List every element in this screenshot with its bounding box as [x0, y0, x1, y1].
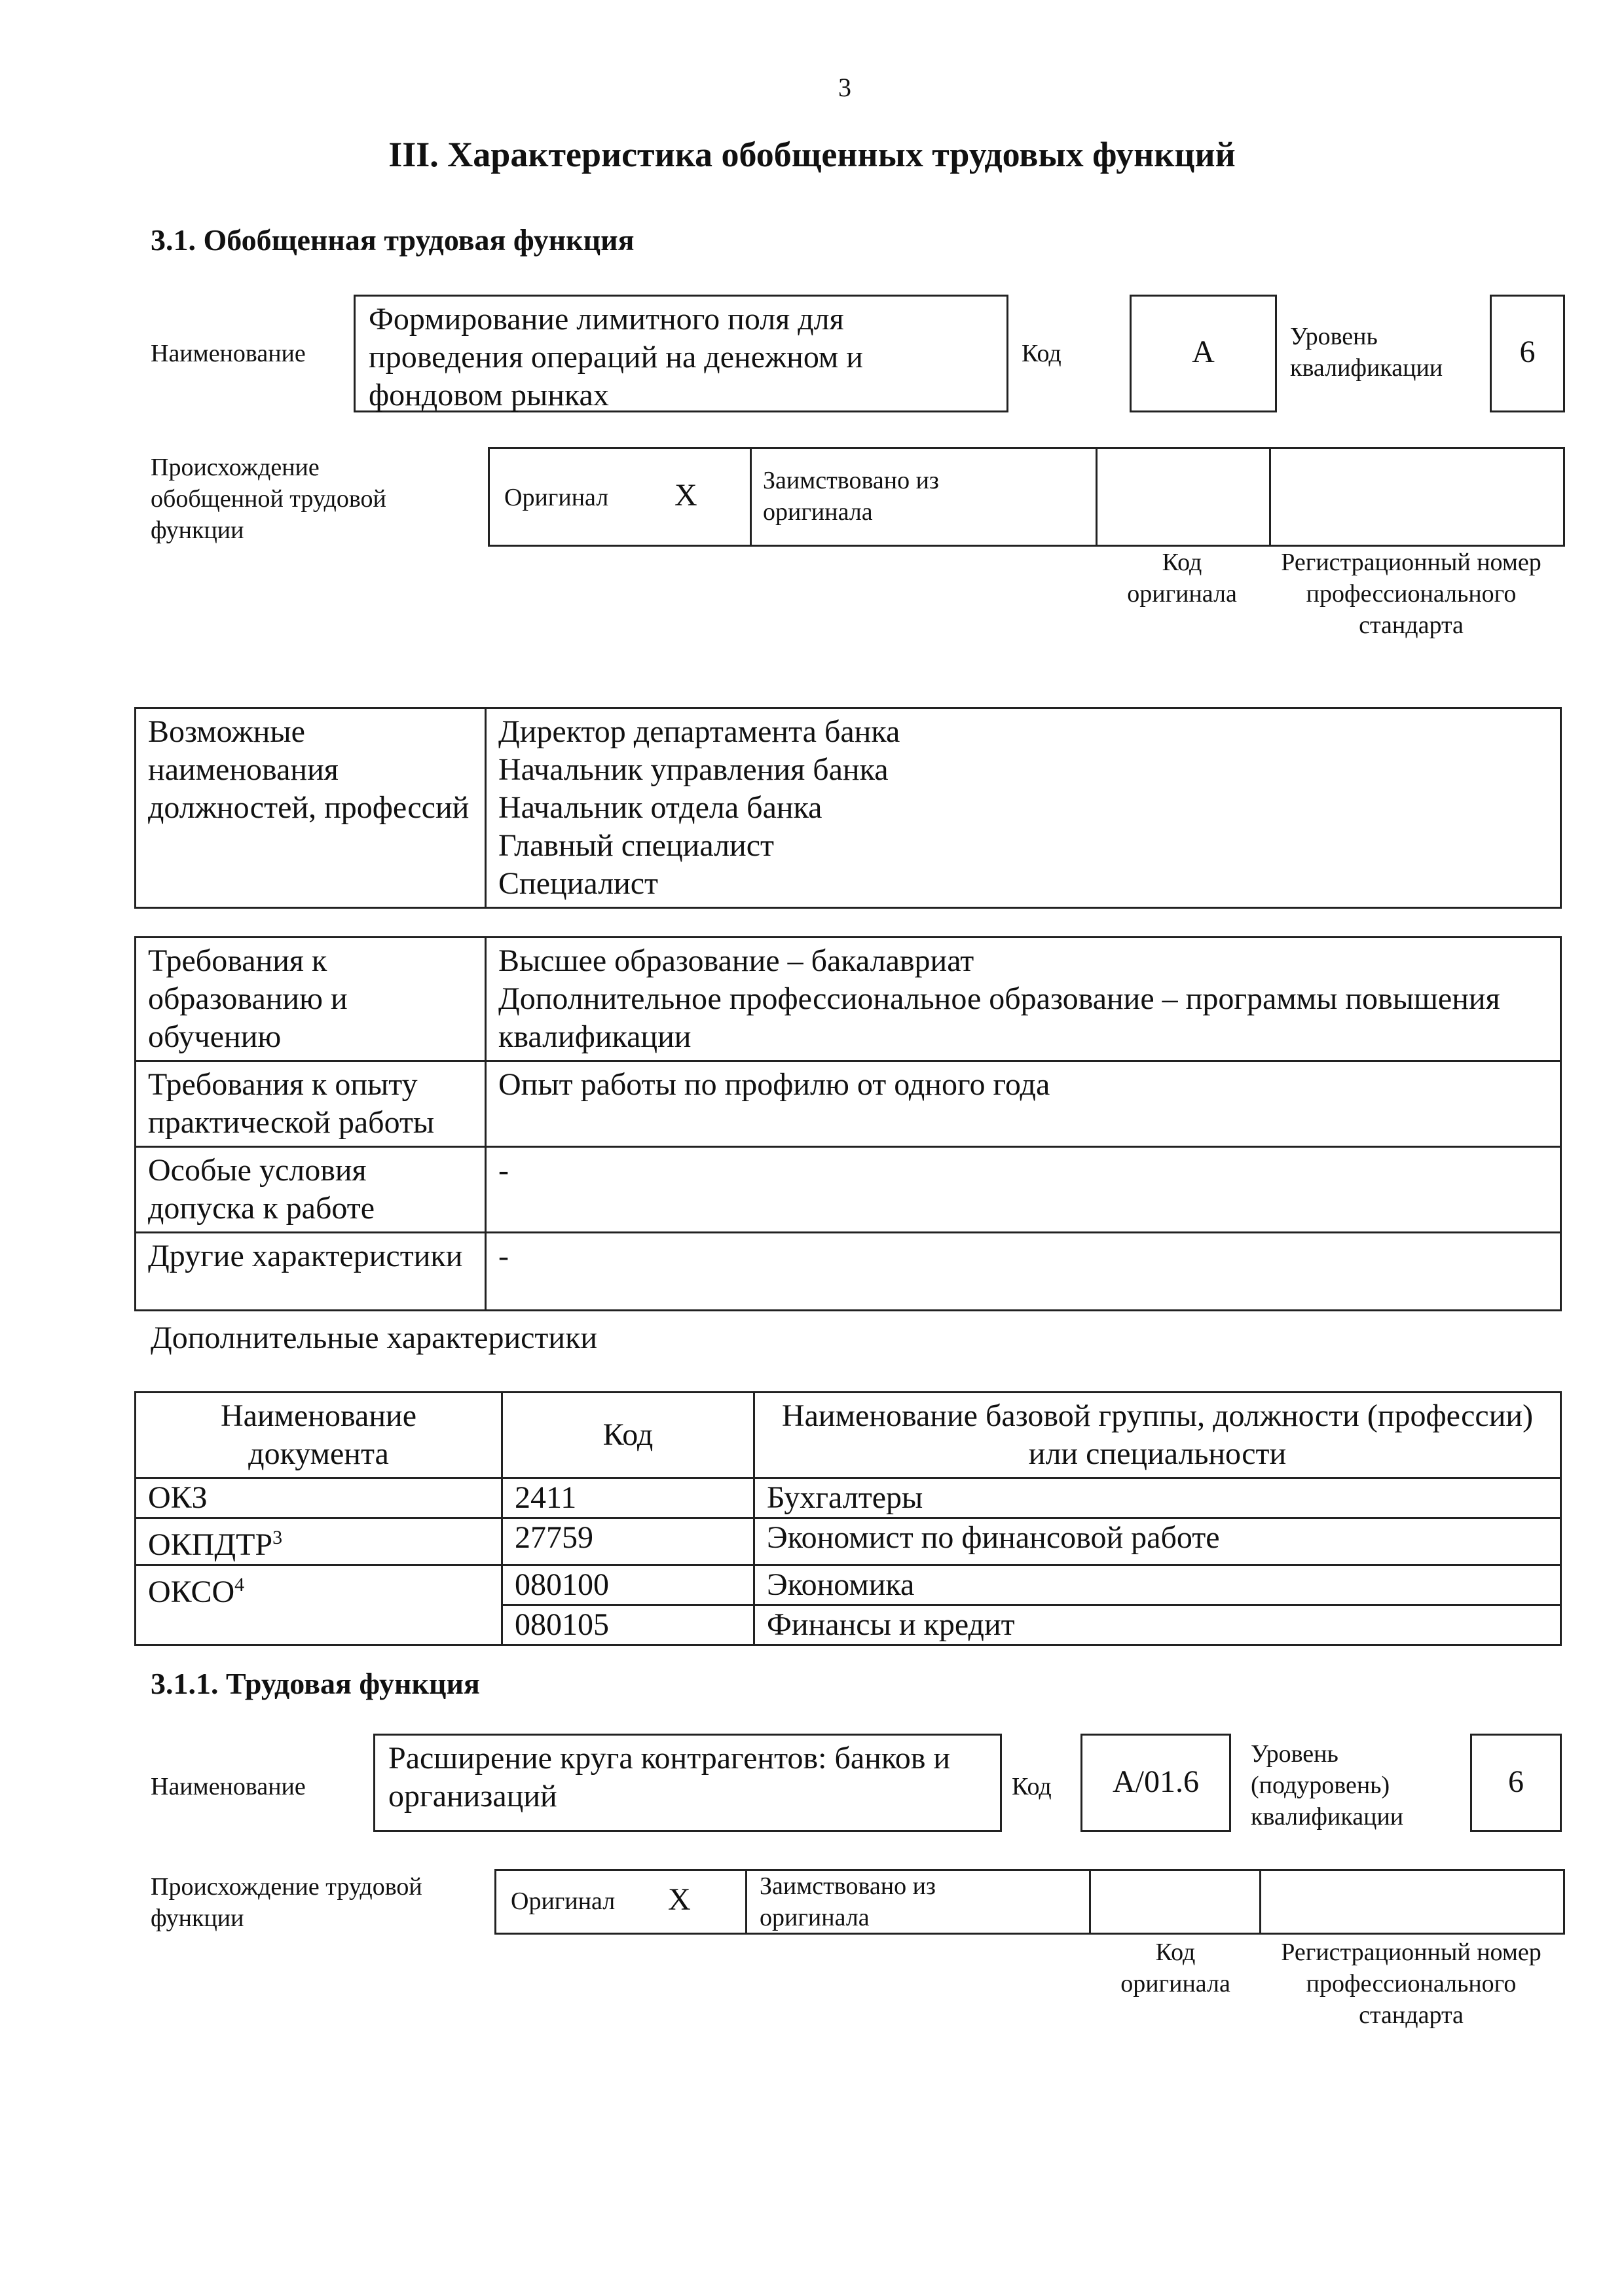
tf-code-label: Код	[1012, 1773, 1052, 1800]
tf-name-value: Расширение круга контрагентов: банков и организаций	[388, 1741, 951, 1813]
tf-original-label: Оригинал	[511, 1887, 616, 1915]
req-label: Другие характеристики	[136, 1233, 486, 1311]
tf-code-box	[1080, 1734, 1231, 1832]
doc-group: Экономист по финансовой работе	[754, 1518, 1561, 1565]
table-row	[136, 1233, 1561, 1311]
gtf-name-box	[354, 295, 1008, 412]
doc-code: 27759	[502, 1518, 754, 1565]
doc-code: 2411	[502, 1478, 754, 1518]
gtf-level-box	[1490, 295, 1565, 412]
tf-code-value: A/01.6	[1113, 1764, 1199, 1799]
tf-level-box	[1470, 1734, 1562, 1832]
section-title: III. Характеристика обобщенных трудовых функций	[388, 135, 1236, 174]
gtf-code-box	[1130, 295, 1277, 412]
positions-list	[486, 708, 1561, 908]
additional-table	[134, 1391, 1562, 1646]
footnote-ref: 4	[234, 1574, 245, 1595]
tf-code-original-label: Код оригинала	[1120, 1939, 1230, 1997]
header-name: Наименование базовой группы, должности (профессии) или специальности	[754, 1393, 1561, 1478]
req-label: Особые условия допуска к работе	[136, 1147, 486, 1233]
gtf-origin-label: Происхождение обобщенной трудовой функции	[151, 454, 386, 544]
requirements-table	[134, 936, 1562, 1311]
gtf-name-label: Наименование	[151, 340, 306, 367]
gtf-original-label: Оригинал	[504, 484, 609, 511]
doc-name: ОКПДТР	[148, 1527, 273, 1562]
req-label: Требования к опыту практической работы	[136, 1061, 486, 1147]
doc-group: Финансы и кредит	[754, 1605, 1561, 1645]
tf-heading: 3.1.1. Трудовая функция	[151, 1667, 480, 1700]
table-row	[136, 1518, 1561, 1565]
tf-origin-box	[494, 1869, 1565, 1935]
gtf-code-original-label: Код оригинала	[1127, 549, 1237, 608]
doc-group: Бухгалтеры	[754, 1478, 1561, 1518]
req-label: Требования к образованию и обучению	[136, 938, 486, 1061]
table-row	[136, 1061, 1561, 1147]
gtf-code-value: А	[1192, 335, 1215, 369]
tf-name-box	[373, 1734, 1002, 1832]
additional-title: Дополнительные характеристики	[151, 1321, 598, 1355]
tf-level-label: Уровень (подуровень) квалификации	[1251, 1740, 1404, 1831]
header-code: Код	[502, 1393, 754, 1478]
gtf-heading: 3.1. Обобщенная трудовая функция	[151, 223, 635, 257]
positions-table	[134, 707, 1562, 909]
positions-label: Возможные наименования должностей, профессий	[136, 708, 486, 908]
gtf-name-value: Формирование лимитного поля для проведения операций на денежном и фондовом рынках	[369, 302, 863, 412]
position-item: Директор департамента банка	[498, 714, 900, 749]
table-row	[136, 1565, 1561, 1605]
tf-name-label: Наименование	[151, 1773, 306, 1800]
gtf-code-label: Код	[1022, 340, 1061, 367]
req-value: -	[486, 1233, 1561, 1311]
gtf-reg-number-label: Регистрационный номер профессионального стандарта	[1281, 549, 1541, 639]
position-item: Специалист	[498, 866, 659, 901]
req-value: Опыт работы по профилю от одного года	[486, 1061, 1561, 1147]
table-header-row	[136, 1393, 1561, 1478]
doc-group: Экономика	[754, 1565, 1561, 1605]
footnote-ref: 3	[272, 1527, 283, 1548]
tf-original-mark: X	[668, 1882, 691, 1917]
gtf-borrowed-label: Заимствовано из оригинала	[763, 467, 939, 526]
gtf-level-label: Уровень квалификации	[1290, 323, 1443, 382]
tf-borrowed-label: Заимствовано из оригинала	[760, 1872, 936, 1931]
position-item: Начальник отдела банка	[498, 790, 822, 825]
page-number: 3	[838, 73, 851, 102]
doc-code: 080100	[502, 1565, 754, 1605]
tf-level-value: 6	[1508, 1764, 1524, 1799]
table-row	[136, 1147, 1561, 1233]
gtf-level-value: 6	[1519, 335, 1536, 369]
gtf-original-mark: X	[674, 478, 697, 513]
doc-name: ОКЗ	[148, 1480, 208, 1515]
position-item: Начальник управления банка	[498, 752, 889, 787]
doc-code: 080105	[502, 1605, 754, 1645]
position-item: Главный специалист	[498, 828, 775, 863]
table-row	[136, 1478, 1561, 1518]
table-row	[136, 938, 1561, 1061]
req-value: -	[486, 1147, 1561, 1233]
tf-reg-number-label: Регистрационный номер профессионального стандарта	[1281, 1939, 1541, 2029]
gtf-origin-box	[488, 447, 1565, 547]
req-value: Высшее образование – бакалавриат Дополнительное профессиональное образование – программы повышения квалификации	[486, 938, 1561, 1061]
tf-origin-label: Происхождение трудовой функции	[151, 1873, 422, 1932]
doc-name: ОКСО	[148, 1575, 235, 1609]
header-doc: Наименование документа	[136, 1393, 502, 1478]
